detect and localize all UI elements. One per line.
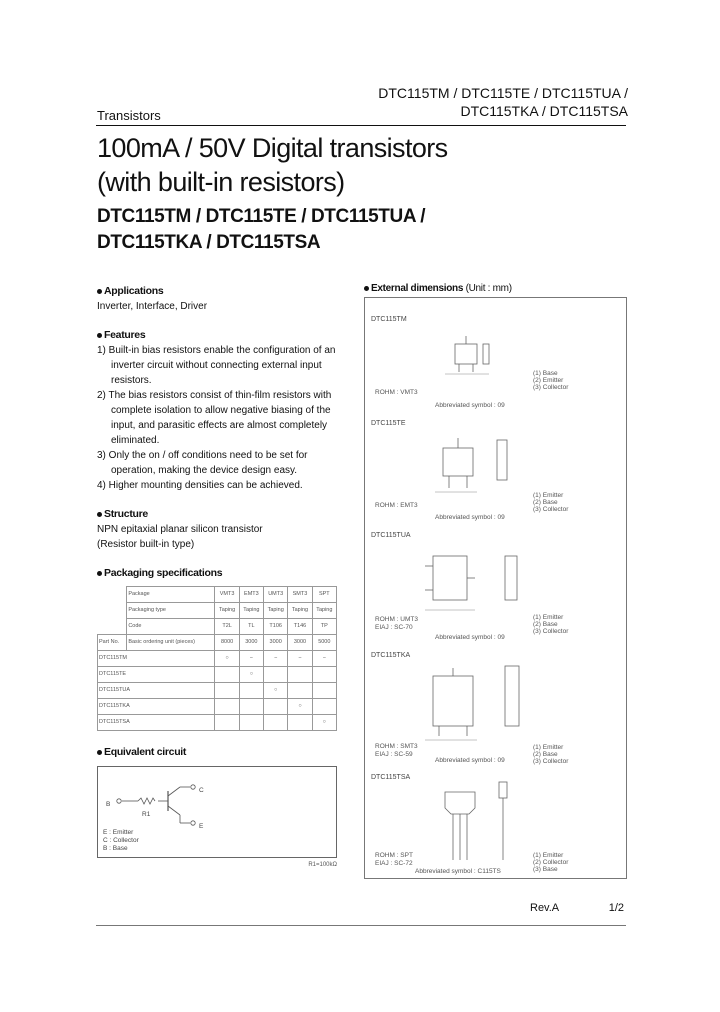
- package-name: DTC115TE: [371, 420, 406, 427]
- table-cell: T2L: [215, 619, 239, 635]
- table-cell: [239, 715, 263, 731]
- table-cell: Package: [127, 587, 215, 603]
- pin-item: (2) Base: [533, 751, 558, 758]
- legend-item: E : Emitter: [103, 829, 134, 836]
- pin-item: (3) Base: [533, 866, 558, 873]
- abbreviated-symbol: Abbreviated symbol : 09: [435, 757, 505, 764]
- unit-label: (Unit : mm): [465, 283, 512, 294]
- revision-label: Rev.A: [530, 902, 560, 914]
- header-category: Transistors: [97, 108, 161, 123]
- abbreviated-symbol: Abbreviated symbol : 09: [435, 402, 505, 409]
- rohm-code: ROHM : VMT3: [375, 389, 418, 396]
- table-cell: −: [288, 651, 312, 667]
- pin-list: [533, 492, 568, 513]
- table-cell: [239, 683, 263, 699]
- right-column: [364, 283, 627, 879]
- table-cell: 3000: [264, 635, 288, 651]
- pin-legend: [103, 829, 139, 853]
- table-cell: DTC115TM: [98, 651, 215, 667]
- rohm-code: ROHM : EMT3: [375, 502, 418, 509]
- subtitle-line2: DTC115TKA / DTC115TSA: [97, 232, 321, 253]
- bullet-icon: [97, 571, 102, 576]
- pin-list: [533, 614, 568, 635]
- eiaj-code: EIAJ : SC-70: [375, 624, 413, 631]
- pin-c-label: C: [199, 787, 204, 794]
- resistor-value-note: R1=100kΩ: [308, 862, 337, 868]
- table-cell: [98, 619, 127, 635]
- header-divider: [96, 125, 626, 126]
- table-cell: [312, 667, 336, 683]
- table-cell: [288, 715, 312, 731]
- applications-text: Inverter, Interface, Driver: [97, 301, 208, 312]
- table-row: [98, 619, 337, 635]
- eiaj-code: EIAJ : SC-72: [375, 860, 413, 867]
- package-name: DTC115TUA: [371, 532, 411, 539]
- features-heading: Features: [97, 328, 342, 343]
- table-cell: ○: [215, 651, 239, 667]
- table-cell: [264, 667, 288, 683]
- table-cell: [288, 667, 312, 683]
- structure-line2: (Resistor built-in type): [97, 539, 195, 550]
- package-drawing-vmt3: [365, 314, 627, 414]
- table-cell: Code: [127, 619, 215, 635]
- table-cell: 3000: [288, 635, 312, 651]
- pin-e-label: E: [199, 823, 204, 830]
- table-cell: [312, 683, 336, 699]
- title-line1: 100mA / 50V Digital transistors: [97, 133, 448, 163]
- pin-item: (3) Collector: [533, 506, 569, 513]
- header-parts-line1: DTC115TM / DTC115TE / DTC115TUA /: [378, 85, 628, 101]
- features-list: [97, 343, 342, 493]
- table-cell: SPT: [312, 587, 336, 603]
- package-drawing-emt3: [365, 418, 627, 528]
- package-name: DTC115TSA: [371, 774, 411, 781]
- table-row: [98, 699, 337, 715]
- part-number-heading: [97, 204, 425, 256]
- table-cell: [239, 699, 263, 715]
- pin-item: (3) Collector: [533, 628, 569, 635]
- rohm-code: ROHM : SPT: [375, 852, 413, 859]
- table-cell: 5000: [312, 635, 336, 651]
- external-dimensions-heading: External dimensions (Unit : mm): [364, 283, 627, 294]
- rohm-code: ROHM : SMT3: [375, 743, 418, 750]
- table-cell: T146: [288, 619, 312, 635]
- table-cell: [215, 699, 239, 715]
- pin-list: [533, 370, 568, 391]
- package-outline-icon: [365, 314, 627, 414]
- table-cell: Packaging type: [127, 603, 215, 619]
- table-row: [98, 683, 337, 699]
- feature-item: 4) Higher mounting densities can be achieved.: [97, 480, 303, 491]
- abbreviated-symbol: Abbreviated symbol : C115TS: [415, 868, 501, 875]
- bullet-icon: [364, 286, 369, 291]
- table-cell: TP: [312, 619, 336, 635]
- page-number: 1/2: [608, 902, 624, 914]
- packaging-table: [97, 586, 337, 731]
- table-cell: [264, 699, 288, 715]
- table-row: [98, 603, 337, 619]
- table-cell: Taping: [288, 603, 312, 619]
- table-cell: DTC115TE: [98, 667, 215, 683]
- feature-item: 1) Built-in bias resistors enable the configuration of an inverter circuit without connecting external input resistors.: [97, 345, 336, 386]
- pin-item: (1) Emitter: [533, 744, 564, 751]
- abbreviated-symbol: Abbreviated symbol : 09: [435, 634, 505, 641]
- table-cell: [215, 683, 239, 699]
- table-cell: Taping: [239, 603, 263, 619]
- pin-item: (2) Collector: [533, 859, 569, 866]
- feature-item: 2) The bias resistors consist of thin-film resistors with complete isolation to allow negative biasing of the input, and parasitic effects are almost completely eliminated.: [97, 390, 332, 446]
- pin-item: (1) Emitter: [533, 614, 564, 621]
- legend-item: C : Collector: [103, 837, 139, 844]
- pin-item: (1) Base: [533, 370, 558, 377]
- table-cell: −: [239, 651, 263, 667]
- structure-heading: Structure: [97, 507, 342, 522]
- table-cell: [98, 603, 127, 619]
- table-cell: [288, 683, 312, 699]
- pin-item: (3) Collector: [533, 758, 569, 765]
- table-row: [98, 587, 337, 603]
- table-cell: Taping: [312, 603, 336, 619]
- table-cell: Part No.: [98, 635, 127, 651]
- pin-item: (1) Emitter: [533, 852, 564, 859]
- abbreviated-symbol: Abbreviated symbol : 09: [435, 514, 505, 521]
- feature-item: 3) Only the on / off conditions need to be set for operation, making the device design easy.: [97, 450, 308, 476]
- table-cell: DTC115TKA: [98, 699, 215, 715]
- table-cell: [215, 715, 239, 731]
- table-cell: Taping: [215, 603, 239, 619]
- applications-heading: Applications: [97, 284, 342, 299]
- pin-item: (1) Emitter: [533, 492, 564, 499]
- pin-item: (2) Emitter: [533, 377, 564, 384]
- structure-line1: NPN epitaxial planar silicon transistor: [97, 524, 263, 535]
- package-name: DTC115TKA: [371, 652, 411, 659]
- table-cell: VMT3: [215, 587, 239, 603]
- table-cell: 8000: [215, 635, 239, 651]
- pin-item: (2) Base: [533, 499, 558, 506]
- equivalent-heading: Equivalent circuit: [97, 745, 342, 760]
- table-cell: SMT3: [288, 587, 312, 603]
- bullet-icon: [97, 512, 102, 517]
- table-cell: ○: [239, 667, 263, 683]
- packaging-heading: Packaging specifications: [97, 566, 342, 581]
- table-cell: ○: [264, 683, 288, 699]
- table-cell: [98, 587, 127, 603]
- table-cell: [312, 699, 336, 715]
- header-parts-line2: DTC115TKA / DTC115TSA: [460, 103, 628, 119]
- table-cell: ○: [288, 699, 312, 715]
- legend-item: B : Base: [103, 845, 128, 852]
- table-row: [98, 715, 337, 731]
- rohm-code: ROHM : UMT3: [375, 616, 418, 623]
- table-cell: EMT3: [239, 587, 263, 603]
- table-cell: Basic ordering unit (pieces): [127, 635, 215, 651]
- package-drawing-umt3: [365, 530, 627, 645]
- table-cell: [264, 715, 288, 731]
- table-cell: DTC115TUA: [98, 683, 215, 699]
- pin-b-label: B: [106, 801, 111, 808]
- table-cell: −: [264, 651, 288, 667]
- eiaj-code: EIAJ : SC-59: [375, 751, 413, 758]
- table-row: [98, 635, 337, 651]
- subtitle-line1: DTC115TM / DTC115TE / DTC115TUA /: [97, 206, 426, 227]
- table-cell: UMT3: [264, 587, 288, 603]
- page-title: [97, 131, 448, 199]
- pin-item: (3) Collector: [533, 384, 569, 391]
- table-cell: 3000: [239, 635, 263, 651]
- table-row: [98, 667, 337, 683]
- resistor-label: R1: [142, 811, 151, 818]
- table-row: [98, 651, 337, 667]
- left-column: [97, 284, 342, 873]
- table-cell: T106: [264, 619, 288, 635]
- table-cell: [215, 667, 239, 683]
- package-drawing-smt3: [365, 650, 627, 768]
- package-drawing-spt: [365, 772, 627, 878]
- table-cell: −: [312, 651, 336, 667]
- package-outline-icon: [365, 418, 627, 528]
- table-cell: Taping: [264, 603, 288, 619]
- header-part-numbers: [378, 84, 628, 120]
- external-dimensions-box: [364, 297, 627, 879]
- pin-list: [533, 744, 568, 765]
- table-cell: DTC115TSA: [98, 715, 215, 731]
- bullet-icon: [97, 333, 102, 338]
- bullet-icon: [97, 289, 102, 294]
- title-line2: (with built-in resistors): [97, 167, 345, 197]
- equivalent-circuit: [97, 766, 337, 858]
- footer-divider: [96, 925, 626, 926]
- bullet-icon: [97, 750, 102, 755]
- pin-item: (2) Base: [533, 621, 558, 628]
- pin-list: [533, 852, 568, 873]
- table-cell: ○: [312, 715, 336, 731]
- table-cell: TL: [239, 619, 263, 635]
- package-name: DTC115TM: [371, 316, 407, 323]
